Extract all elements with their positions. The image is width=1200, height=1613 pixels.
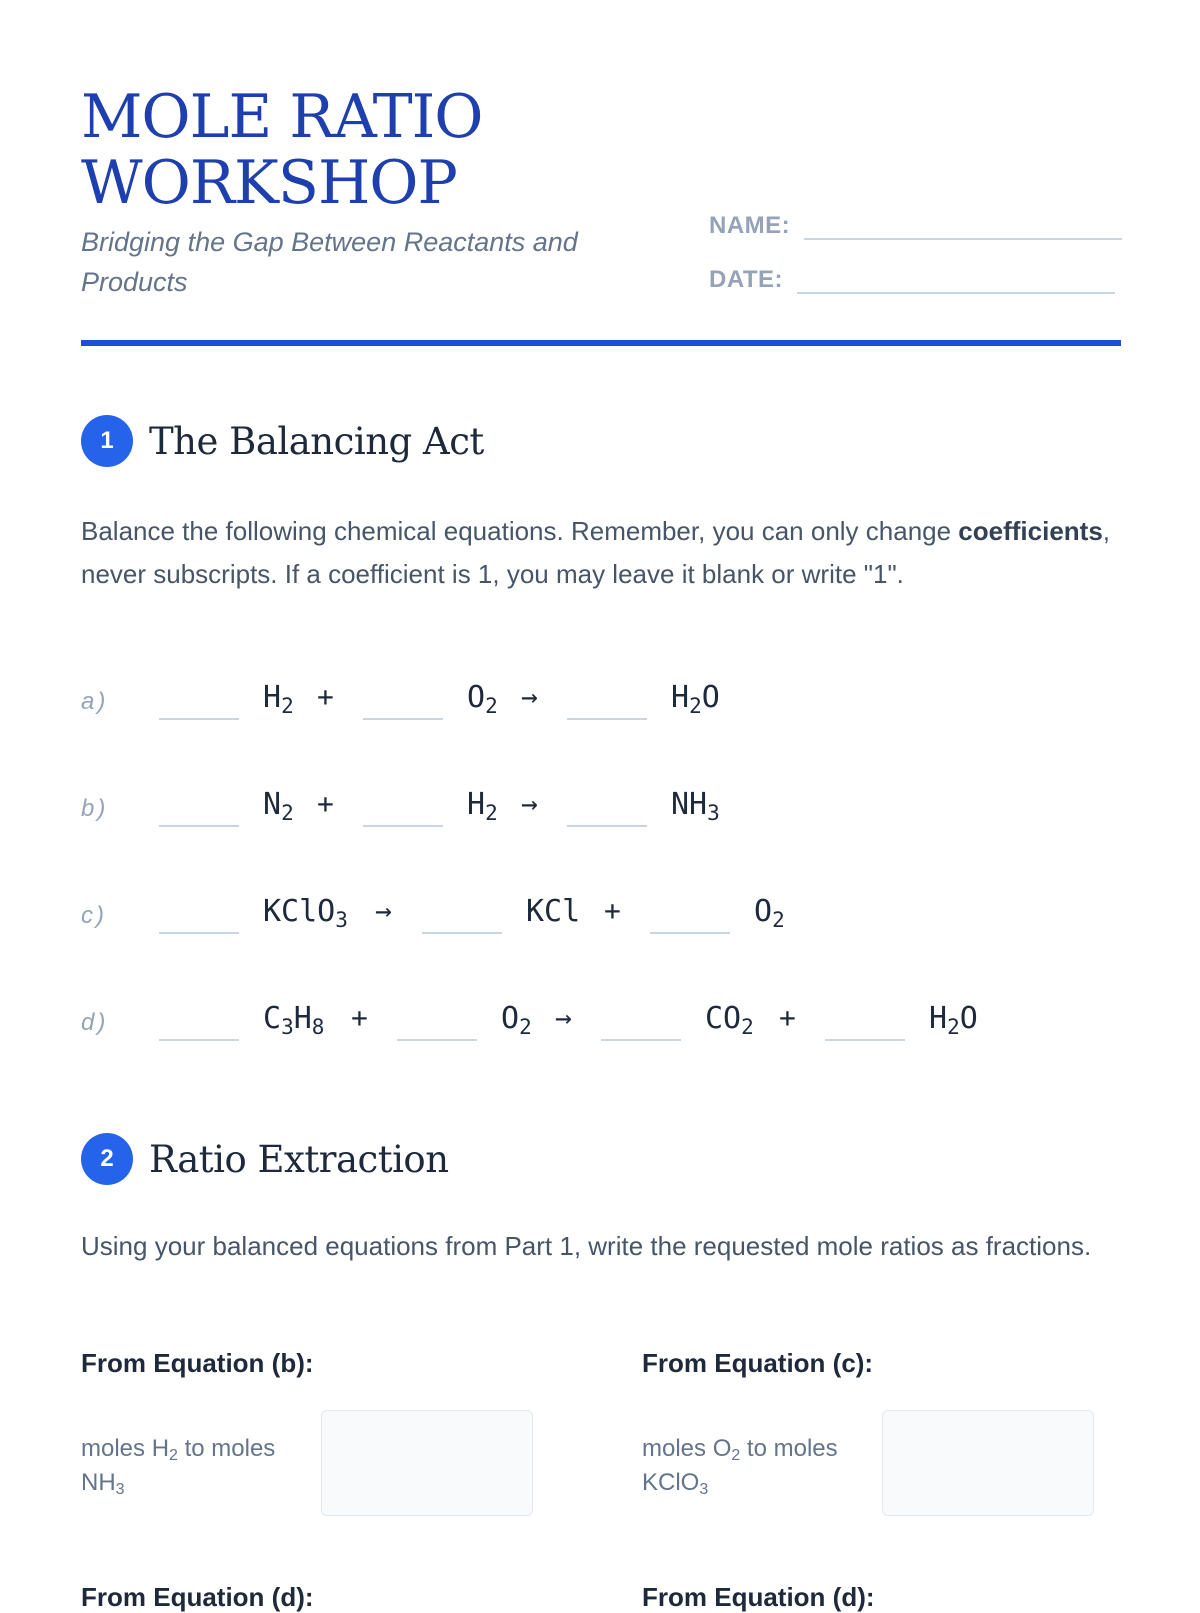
ratio-heading: From Equation (b): bbox=[81, 1348, 314, 1378]
coefficient-blank[interactable] bbox=[422, 932, 502, 934]
date-field bbox=[709, 266, 1115, 294]
date-label: DATE: bbox=[709, 266, 784, 293]
coefficient-blank[interactable] bbox=[159, 1039, 239, 1041]
coefficient-blank[interactable] bbox=[650, 932, 730, 934]
operator: + bbox=[317, 680, 334, 713]
equation-label: a) bbox=[81, 688, 109, 715]
worksheet-title: MOLE RATIO WORKSHOP bbox=[81, 82, 483, 218]
worksheet-page bbox=[81, 0, 1121, 1612]
ratio-answer-box[interactable] bbox=[321, 1410, 533, 1516]
chemical-formula: $O_2$ bbox=[467, 680, 498, 718]
ratio-heading: From Equation (d): bbox=[81, 1582, 314, 1612]
operator: + bbox=[604, 894, 621, 927]
coefficient-blank[interactable] bbox=[159, 932, 239, 934]
section-2-heading bbox=[81, 1133, 449, 1185]
equation-label: d) bbox=[81, 1009, 109, 1036]
operator: + bbox=[351, 1001, 368, 1034]
chemical-formula: $NH_3$ bbox=[671, 787, 720, 825]
section-1-instructions bbox=[81, 510, 1111, 596]
chemical-formula: $O_2$ bbox=[754, 894, 785, 932]
arrow: → bbox=[375, 894, 392, 927]
chemical-formula: $H_2O$ bbox=[671, 680, 720, 718]
header-divider bbox=[81, 340, 1121, 346]
chemical-formula: $N_2$ bbox=[263, 787, 294, 825]
coefficient-blank[interactable] bbox=[601, 1039, 681, 1041]
coefficient-blank[interactable] bbox=[159, 718, 239, 720]
chemical-formula: $C_3H_8$ bbox=[263, 1001, 325, 1039]
chemical-formula: $O_2$ bbox=[501, 1001, 532, 1039]
section-number-badge: 2 bbox=[81, 1133, 133, 1185]
coefficient-blank[interactable] bbox=[363, 718, 443, 720]
arrow: → bbox=[521, 680, 538, 713]
name-field bbox=[709, 212, 1122, 240]
coefficient-blank[interactable] bbox=[567, 718, 647, 720]
equation-label: c) bbox=[81, 902, 107, 929]
name-label: NAME: bbox=[709, 212, 791, 239]
name-input-line[interactable] bbox=[804, 212, 1122, 240]
equation-c bbox=[81, 888, 1121, 948]
instructions-text: , never subscripts. If a coefficient is 1, you may leave it blank or write "1". bbox=[81, 516, 1111, 589]
coefficient-blank[interactable] bbox=[397, 1039, 477, 1041]
section-number-badge: 1 bbox=[81, 415, 133, 467]
ratio-prompt: moles $O_2$ to moles KClO$_3$ bbox=[642, 1435, 838, 1498]
chemical-formula: KClO$_3$ bbox=[263, 894, 348, 932]
section-title: The Balancing Act bbox=[149, 419, 484, 463]
instructions-emphasis: coefficients bbox=[958, 516, 1103, 546]
operator: + bbox=[317, 787, 334, 820]
chemical-formula: $H_2$ bbox=[467, 787, 498, 825]
coefficient-blank[interactable] bbox=[159, 825, 239, 827]
arrow: → bbox=[521, 787, 538, 820]
section-2-instructions: Using your balanced equations from Part 1, write the requested mole ratios as fractions. bbox=[81, 1231, 1092, 1261]
chemical-formula: KCl bbox=[526, 894, 581, 929]
instructions-text: Balance the following chemical equations. Remember, you can only change bbox=[81, 516, 959, 546]
equation-a bbox=[81, 674, 1121, 734]
equation-b bbox=[81, 781, 1121, 841]
ratio-answer-box[interactable] bbox=[882, 1410, 1094, 1516]
ratio-heading: From Equation (d): bbox=[642, 1582, 875, 1612]
worksheet-subtitle: Bridging the Gap Between Reactants and Products bbox=[81, 227, 578, 297]
ratio-heading: From Equation (c): bbox=[642, 1348, 874, 1378]
section-1-heading bbox=[81, 415, 484, 467]
date-input-line[interactable] bbox=[797, 266, 1115, 294]
section-title: Ratio Extraction bbox=[149, 1137, 449, 1181]
equation-d bbox=[81, 995, 1121, 1055]
arrow: → bbox=[555, 1001, 572, 1034]
coefficient-blank[interactable] bbox=[363, 825, 443, 827]
operator: + bbox=[779, 1001, 796, 1034]
equation-label: b) bbox=[81, 795, 109, 822]
chemical-formula: $H_2$ bbox=[263, 680, 294, 718]
coefficient-blank[interactable] bbox=[825, 1039, 905, 1041]
chemical-formula: $H_2O$ bbox=[929, 1001, 978, 1039]
ratio-prompt: moles $H_2$ to moles $NH_3$ bbox=[81, 1435, 276, 1498]
coefficient-blank[interactable] bbox=[567, 825, 647, 827]
chemical-formula: $CO_2$ bbox=[705, 1001, 754, 1039]
